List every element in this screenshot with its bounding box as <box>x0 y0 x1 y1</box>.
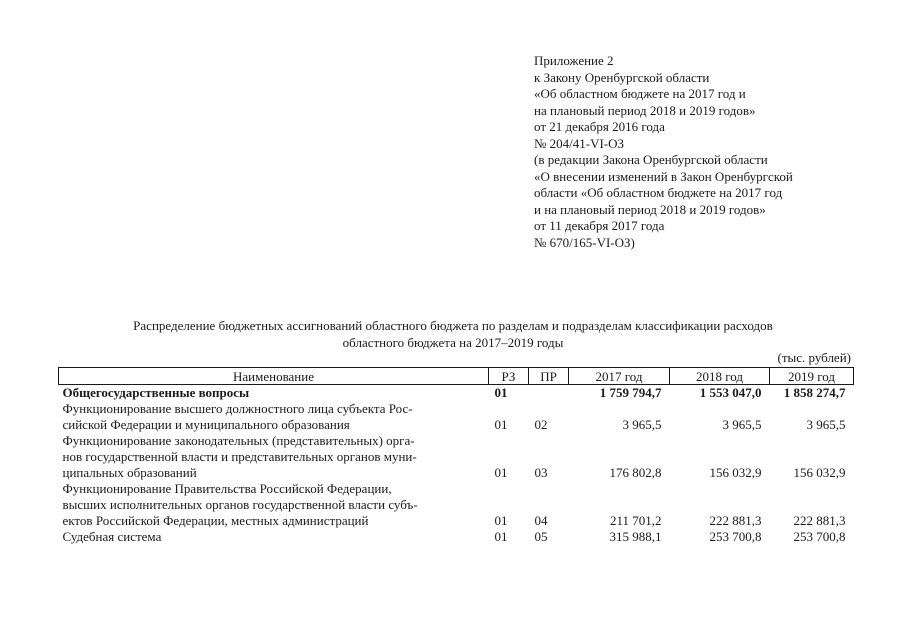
column-header-rz: РЗ <box>489 368 529 385</box>
column-header-pr: ПР <box>529 368 569 385</box>
row-value-2018: 156 032,9 <box>709 465 762 480</box>
appendix-line: области «Об областном бюджете на 2017 год <box>534 185 783 200</box>
appendix-line: № 204/41-VI-ОЗ <box>534 135 625 151</box>
document-title-line: областного бюджета на 2017–2019 годы <box>342 335 564 350</box>
column-header-name: Наименование <box>59 368 489 385</box>
row-rz: 01 <box>494 465 508 480</box>
row-name-line: нов государственной власти и представительных органов муни- <box>62 449 417 464</box>
row-value-2017: 211 701,2 <box>609 513 662 528</box>
row-value-2018: 222 881,3 <box>709 513 762 528</box>
table-header <box>59 368 854 385</box>
table-row <box>59 433 854 481</box>
row-value-2018: 3 965,5 <box>722 417 762 432</box>
column-header-2018: 2018 год <box>670 368 770 385</box>
row-value-2019: 3 965,5 <box>806 417 846 432</box>
row-rz: 01 <box>494 417 508 432</box>
row-name <box>59 385 489 402</box>
row-name-line: высших исполнительных органов государственной власти субъ- <box>62 497 418 512</box>
row-value-2017: 3 965,5 <box>622 417 662 432</box>
budget-table <box>58 367 854 545</box>
table-row <box>59 529 854 545</box>
appendix-block <box>534 53 793 251</box>
row-value-2019: 222 881,3 <box>793 513 846 528</box>
row-rz: 01 <box>494 513 508 528</box>
document-title-line: Распределение бюджетных ассигнований областного бюджета по разделам и подразделам классификации расходов <box>133 318 773 333</box>
table-row <box>59 481 854 529</box>
row-value-2019: 1 858 274,7 <box>783 385 846 400</box>
row-name-line: Судебная система <box>62 529 162 544</box>
appendix-line: (в редакции Закона Оренбургской области <box>534 152 768 167</box>
appendix-line: к Закону Оренбургской области <box>534 69 710 85</box>
row-name-line: Функционирование Правительства Российской Федерации, <box>62 481 392 496</box>
row-value-2017: 176 802,8 <box>609 465 662 480</box>
table-row <box>59 401 854 433</box>
row-pr: 02 <box>534 417 548 432</box>
column-header-2017: 2017 год <box>569 368 670 385</box>
row-name <box>59 529 489 545</box>
row-value-2019: 253 700,8 <box>793 529 846 544</box>
appendix-line: от 11 декабря 2017 года <box>534 218 665 233</box>
row-name-line: сийской Федерации и муниципального образования <box>62 417 350 432</box>
appendix-line: от 21 декабря 2016 года <box>534 119 665 134</box>
row-name-line: Функционирование законодательных (представительных) орга- <box>62 433 415 448</box>
row-pr: 03 <box>534 465 548 480</box>
table-header-row <box>59 368 854 385</box>
appendix-line: Приложение 2 <box>534 53 614 68</box>
row-name <box>59 481 489 529</box>
appendix-line: № 670/165-VI-ОЗ) <box>534 234 635 250</box>
row-value-2019: 156 032,9 <box>793 465 846 480</box>
row-pr <box>529 385 569 402</box>
row-value-2017: 315 988,1 <box>609 529 662 544</box>
row-pr: 04 <box>534 513 548 528</box>
table-row <box>59 385 854 402</box>
appendix-line: на плановый период 2018 и 2019 годов» <box>534 102 756 118</box>
row-name-line: Общегосударственные вопросы <box>62 385 250 400</box>
column-header-2019: 2019 год <box>770 368 854 385</box>
row-name <box>59 401 489 433</box>
row-rz: 01 <box>494 385 508 400</box>
table-body <box>59 385 854 546</box>
row-name <box>59 433 489 481</box>
row-name-line: ектов Российской Федерации, местных администраций <box>62 513 369 528</box>
row-name-line: Функционирование высшего должностного лица субъекта Рос- <box>62 401 413 416</box>
document-title <box>40 317 866 351</box>
appendix-line: «О внесении изменений в Закон Оренбургской <box>534 168 793 184</box>
appendix-line: «Об областном бюджете на 2017 год и <box>534 86 746 101</box>
appendix-line: и на плановый период 2018 и 2019 годов» <box>534 201 766 217</box>
row-rz: 01 <box>494 529 508 544</box>
row-pr: 05 <box>534 529 548 544</box>
units-label: (тыс. рублей) <box>777 350 851 365</box>
row-value-2018: 1 553 047,0 <box>699 385 762 400</box>
row-value-2018: 253 700,8 <box>709 529 762 544</box>
row-name-line: ципальных образований <box>62 465 197 480</box>
row-value-2017: 1 759 794,7 <box>599 385 662 400</box>
